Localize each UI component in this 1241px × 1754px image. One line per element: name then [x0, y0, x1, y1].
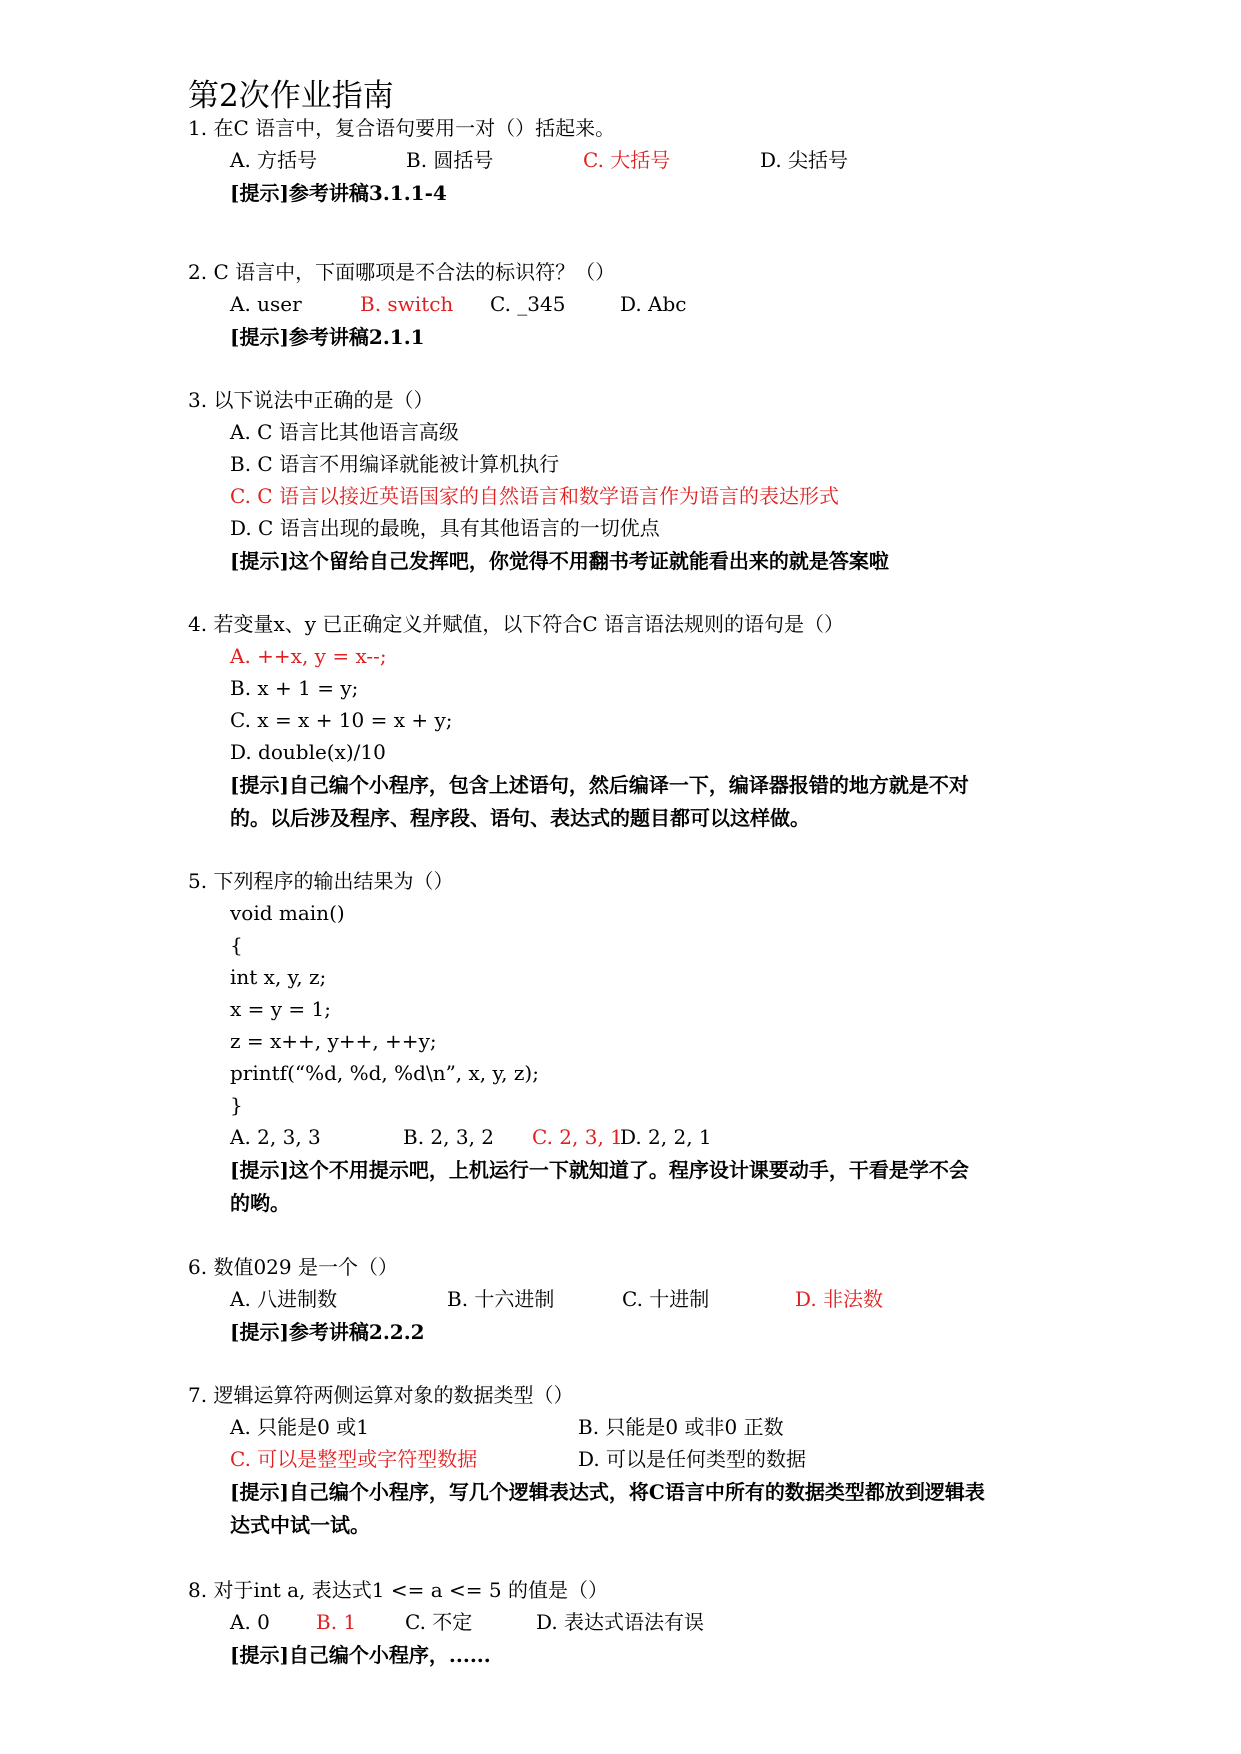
- q5-code-line-4: x = y = 1;: [230, 997, 331, 1021]
- question-4-stem: 4. 若变量x、y 已正确定义并赋值，以下符合C 语言语法规则的语句是（）: [188, 612, 845, 636]
- q8-option-a: A. 0: [230, 1610, 270, 1634]
- q7-option-d: D. 可以是任何类型的数据: [578, 1447, 807, 1471]
- question-7-hint-line-1: [提示]自己编个小程序，写几个逻辑表达式，将C语言中所有的数据类型都放到逻辑表: [230, 1480, 985, 1504]
- q2-option-a: A. user: [230, 292, 302, 316]
- q7-option-b: B. 只能是0 或非0 正数: [578, 1415, 784, 1439]
- q6-option-d-answer: D. 非法数: [795, 1287, 884, 1311]
- q5-code-line-3: int x, y, z;: [230, 965, 327, 989]
- question-6-options: [230, 1289, 1130, 1313]
- question-4-hint-line-2: 的。以后涉及程序、程序段、语句、表达式的题目都可以这样做。: [230, 806, 810, 830]
- question-2-options: [230, 294, 1130, 318]
- question-4-hint-line-1: [提示]自己编个小程序，包含上述语句，然后编译一下，编译器报错的地方就是不对: [230, 773, 969, 797]
- question-1-options: [230, 150, 1130, 174]
- page-title: 第2次作业指南: [188, 78, 394, 114]
- question-5-stem: 5. 下列程序的输出结果为（）: [188, 869, 454, 893]
- q5-code-line-5: z = x++, y++, ++y;: [230, 1029, 437, 1053]
- q5-code-line-2: {: [230, 933, 243, 957]
- q5-option-d: D. 2, 2, 1: [620, 1125, 712, 1149]
- q5-option-c-answer: C. 2, 3, 1: [532, 1125, 623, 1149]
- q5-code-line-6: printf(“%d, %d, %d\n”, x, y, z);: [230, 1061, 539, 1085]
- question-2-stem: 2. C 语言中，下面哪项是不合法的标识符？（）: [188, 260, 616, 284]
- q7-option-c-answer: C. 可以是整型或字符型数据: [230, 1447, 478, 1471]
- q3-option-b: B. C 语言不用编译就能被计算机执行: [230, 452, 560, 476]
- q8-option-c: C. 不定: [405, 1610, 473, 1634]
- question-5-hint-line-2: 的哟。: [230, 1191, 290, 1215]
- q7-option-a: A. 只能是0 或1: [230, 1415, 369, 1439]
- q3-option-c-answer: C. C 语言以接近英语国家的自然语言和数学语言作为语言的表达形式: [230, 484, 839, 508]
- question-7-stem: 7. 逻辑运算符两侧运算对象的数据类型（）: [188, 1383, 574, 1407]
- q1-option-b: B. 圆括号: [406, 148, 494, 172]
- question-7-options-row-2: [230, 1449, 1130, 1473]
- q2-option-b-answer: B. switch: [360, 292, 454, 316]
- question-7-hint-line-2: 达式中试一试。: [230, 1513, 370, 1537]
- q3-option-a: A. C 语言比其他语言高级: [230, 420, 459, 444]
- q2-option-d: D. Abc: [620, 292, 687, 316]
- question-6-stem: 6. 数值029 是一个（）: [188, 1255, 398, 1279]
- q1-option-a: A. 方括号: [230, 148, 318, 172]
- q4-option-b: B. x + 1 = y;: [230, 676, 359, 700]
- q6-option-a: A. 八进制数: [230, 1287, 338, 1311]
- question-8-hint: [提示]自己编个小程序，......: [230, 1643, 491, 1667]
- q1-option-d: D. 尖括号: [760, 148, 849, 172]
- question-6-hint: [提示]参考讲稿2.2.2: [230, 1320, 425, 1344]
- question-1-stem: 1. 在C 语言中，复合语句要用一对（）括起来。: [188, 116, 616, 140]
- question-3-hint: [提示]这个留给自己发挥吧，你觉得不用翻书考证就能看出来的就是答案啦: [230, 549, 889, 573]
- question-2-hint: [提示]参考讲稿2.1.1: [230, 325, 425, 349]
- q4-option-a-answer: A. ++x, y = x--;: [230, 644, 387, 668]
- q8-option-b-answer: B. 1: [316, 1610, 357, 1634]
- question-5-options: [230, 1127, 1130, 1151]
- q4-option-d: D. double(x)/10: [230, 740, 386, 764]
- q2-option-c: C. _345: [490, 292, 566, 316]
- q5-code-line-7: }: [230, 1093, 243, 1117]
- q3-option-d: D. C 语言出现的最晚，具有其他语言的一切优点: [230, 516, 660, 540]
- q4-option-c: C. x = x + 10 = x + y;: [230, 708, 453, 732]
- q5-option-a: A. 2, 3, 3: [230, 1125, 321, 1149]
- q6-option-c: C. 十进制: [622, 1287, 710, 1311]
- q5-option-b: B. 2, 3, 2: [403, 1125, 495, 1149]
- question-7-options-row-1: [230, 1417, 1130, 1441]
- question-1-hint: [提示]参考讲稿3.1.1-4: [230, 181, 447, 205]
- question-8-options: [230, 1612, 1130, 1636]
- question-3-stem: 3. 以下说法中正确的是（）: [188, 388, 434, 412]
- q8-option-d: D. 表达式语法有误: [536, 1610, 705, 1634]
- question-5-hint-line-1: [提示]这个不用提示吧，上机运行一下就知道了。程序设计课要动手，干看是学不会: [230, 1158, 969, 1182]
- question-8-stem: 8. 对于int a, 表达式1 <= a <= 5 的值是（）: [188, 1578, 608, 1602]
- q1-option-c-answer: C. 大括号: [583, 148, 671, 172]
- q5-code-line-1: void main(): [230, 901, 345, 925]
- q6-option-b: B. 十六进制: [447, 1287, 555, 1311]
